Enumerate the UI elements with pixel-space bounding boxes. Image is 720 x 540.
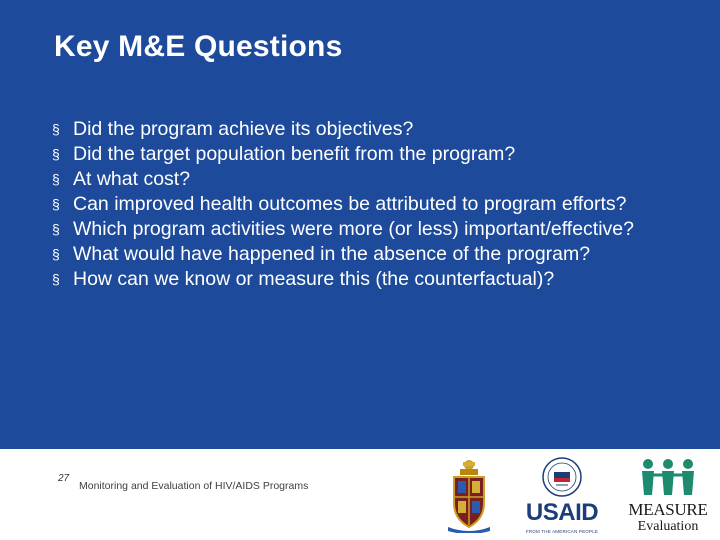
university-crest-icon [446, 457, 492, 533]
bullet-item [52, 168, 692, 191]
bullet-item [52, 268, 692, 291]
usaid-seal-icon [542, 457, 582, 497]
bullet-marker: § [52, 146, 60, 162]
bullet-item [52, 118, 692, 141]
measure-evaluation-logo [620, 457, 716, 539]
bullet-text: At what cost? [73, 168, 191, 190]
measure-wordmark: MEASURE [628, 500, 708, 519]
bullet-marker: § [52, 171, 60, 187]
page-number: 27 [58, 473, 70, 484]
bullet-item [52, 193, 692, 216]
bullet-marker: § [52, 196, 60, 212]
bullet-item [52, 243, 692, 266]
bullet-text: Did the target population benefit from the program? [73, 143, 516, 165]
usaid-logo [512, 457, 612, 537]
bullet-list [52, 118, 692, 293]
bullet-text: What would have happened in the absence of the program? [73, 243, 591, 265]
bullet-text: Did the program achieve its objectives? [73, 118, 414, 140]
usaid-wordmark: USAID [525, 499, 599, 526]
bullet-text: How can we know or measure this (the counterfactual)? [73, 268, 555, 290]
bullet-text: Can improved health outcomes be attributed to program efforts? [73, 193, 627, 215]
bullet-item [52, 143, 692, 166]
slide-footer [0, 449, 720, 540]
footer-text: Monitoring and Evaluation of HIV/AIDS Programs [79, 480, 309, 492]
university-crest-logo [446, 457, 492, 533]
bullet-item [52, 218, 692, 241]
bullet-marker: § [52, 246, 60, 262]
bullet-marker: § [52, 121, 60, 137]
slide-title: Key M&E Questions [54, 30, 343, 63]
usaid-tagline: FROM THE AMERICAN PEOPLE [525, 529, 599, 534]
bullet-marker: § [52, 271, 60, 287]
measure-figures-icon [638, 457, 698, 497]
measure-subtitle: Evaluation [637, 519, 699, 534]
bullet-marker: § [52, 221, 60, 237]
bullet-text: Which program activities were more (or less) important/effective? [73, 218, 634, 240]
